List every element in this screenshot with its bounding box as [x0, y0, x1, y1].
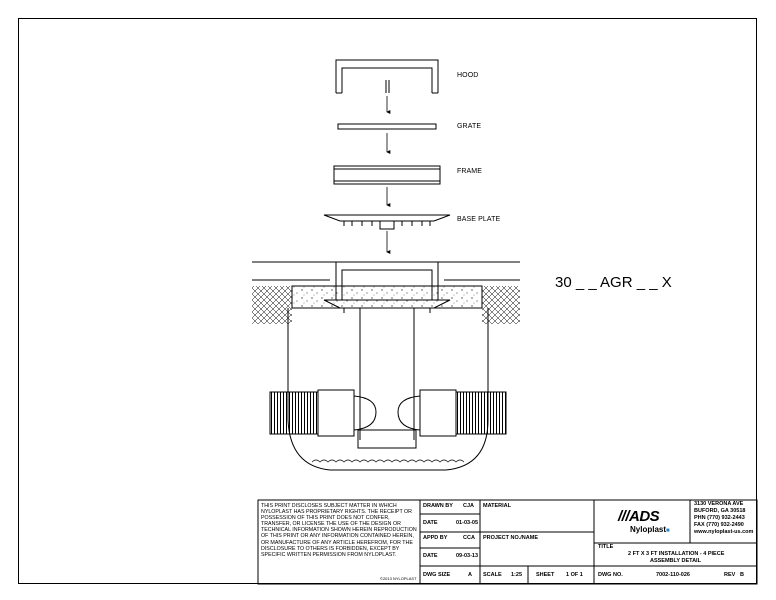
appd-by-label: APPD BY	[423, 535, 448, 541]
rev-label: REV	[724, 572, 736, 578]
drawn-by-value: CJA	[463, 503, 475, 509]
title-block	[258, 500, 757, 584]
frame-part	[334, 166, 440, 184]
scale-value: 1:25	[511, 572, 523, 578]
scale-label: SCALE	[483, 572, 502, 578]
grate-part	[338, 124, 436, 129]
model-number: 30 _ _ AGR _ _ X	[555, 274, 672, 291]
installation-section	[252, 262, 520, 470]
grate-label: GRATE	[457, 123, 482, 130]
title-line-1: 2 FT X 3 FT INSTALLATION - 4 PIECE	[628, 551, 725, 557]
base-plate-part	[324, 215, 450, 229]
address-line-2: BUFORD, GA 30518	[694, 508, 746, 514]
corrugated-pipe-left	[270, 390, 354, 436]
appd-by-value: CCA	[463, 535, 475, 541]
title-label: TITLE	[598, 544, 614, 550]
drawn-by-label: DRAWN BY	[423, 503, 453, 509]
title-line-2: ASSEMBLY DETAIL	[650, 558, 701, 564]
disclaimer-text: THIS PRINT DISCLOSES SUBJECT MATTER IN WHICH NYLOPLAST HAS PROPRIETARY RIGHTS. THE RECEIPT OR POSSESSION OF THIS PRINT DOES NOT CONFER, TRANSFER, OR LICENSE THE USE OF THE DESIGN OR TECHNICAL INFORMATION SHOWN HEREIN REPRODUCTION OF THIS PRINT OR ANY INFORMATION CONTAINED HEREIN, OR MANUFACTURE OF ANY ARTICLE HEREFROM, FOR THE DISCLOSURE TO OTHERS IS FORBIDDEN, EXCEPT BY SPECIFIC WRITTEN PERMISSION FROM NYLOPLAST.	[261, 503, 417, 558]
hood-part	[336, 60, 438, 93]
drawn-date: 01-03-05	[456, 520, 479, 526]
website: www.nyloplast-us.com	[694, 529, 754, 535]
dwg-size-value: A	[468, 572, 472, 578]
sheet-value: 1 OF 1	[566, 572, 583, 578]
hood-label: HOOD	[457, 72, 479, 79]
ads-logo: ///ADS Nyloplast■	[618, 508, 670, 534]
rev-value: B	[740, 572, 744, 578]
date-label: DATE	[423, 520, 438, 526]
material-label: MATERIAL	[483, 503, 512, 509]
sheet-label: SHEET	[536, 572, 555, 578]
nyloplast-logo-text: Nyloplast	[630, 525, 667, 534]
appd-date-label: DATE	[423, 553, 438, 559]
frame-label: FRAME	[457, 168, 482, 175]
base-plate-label: BASE PLATE	[457, 216, 501, 223]
appd-date: 09-03-13	[456, 553, 479, 559]
fax: FAX (770) 932-2490	[694, 522, 744, 528]
project-label: PROJECT NO./NAME	[483, 535, 539, 541]
address-line-1: 3130 VERONA AVE	[694, 501, 744, 507]
copyright: ©2013 NYLOPLAST	[380, 576, 417, 581]
dwg-no-value: 7002-110-026	[656, 572, 690, 578]
phone: PHN (770) 932-2443	[694, 515, 745, 521]
dwg-size-label: DWG SIZE	[423, 572, 451, 578]
dwg-no-label: DWG NO.	[598, 572, 623, 578]
ads-logo-text: ///ADS	[618, 508, 660, 525]
corrugated-pipe-right	[420, 390, 506, 436]
